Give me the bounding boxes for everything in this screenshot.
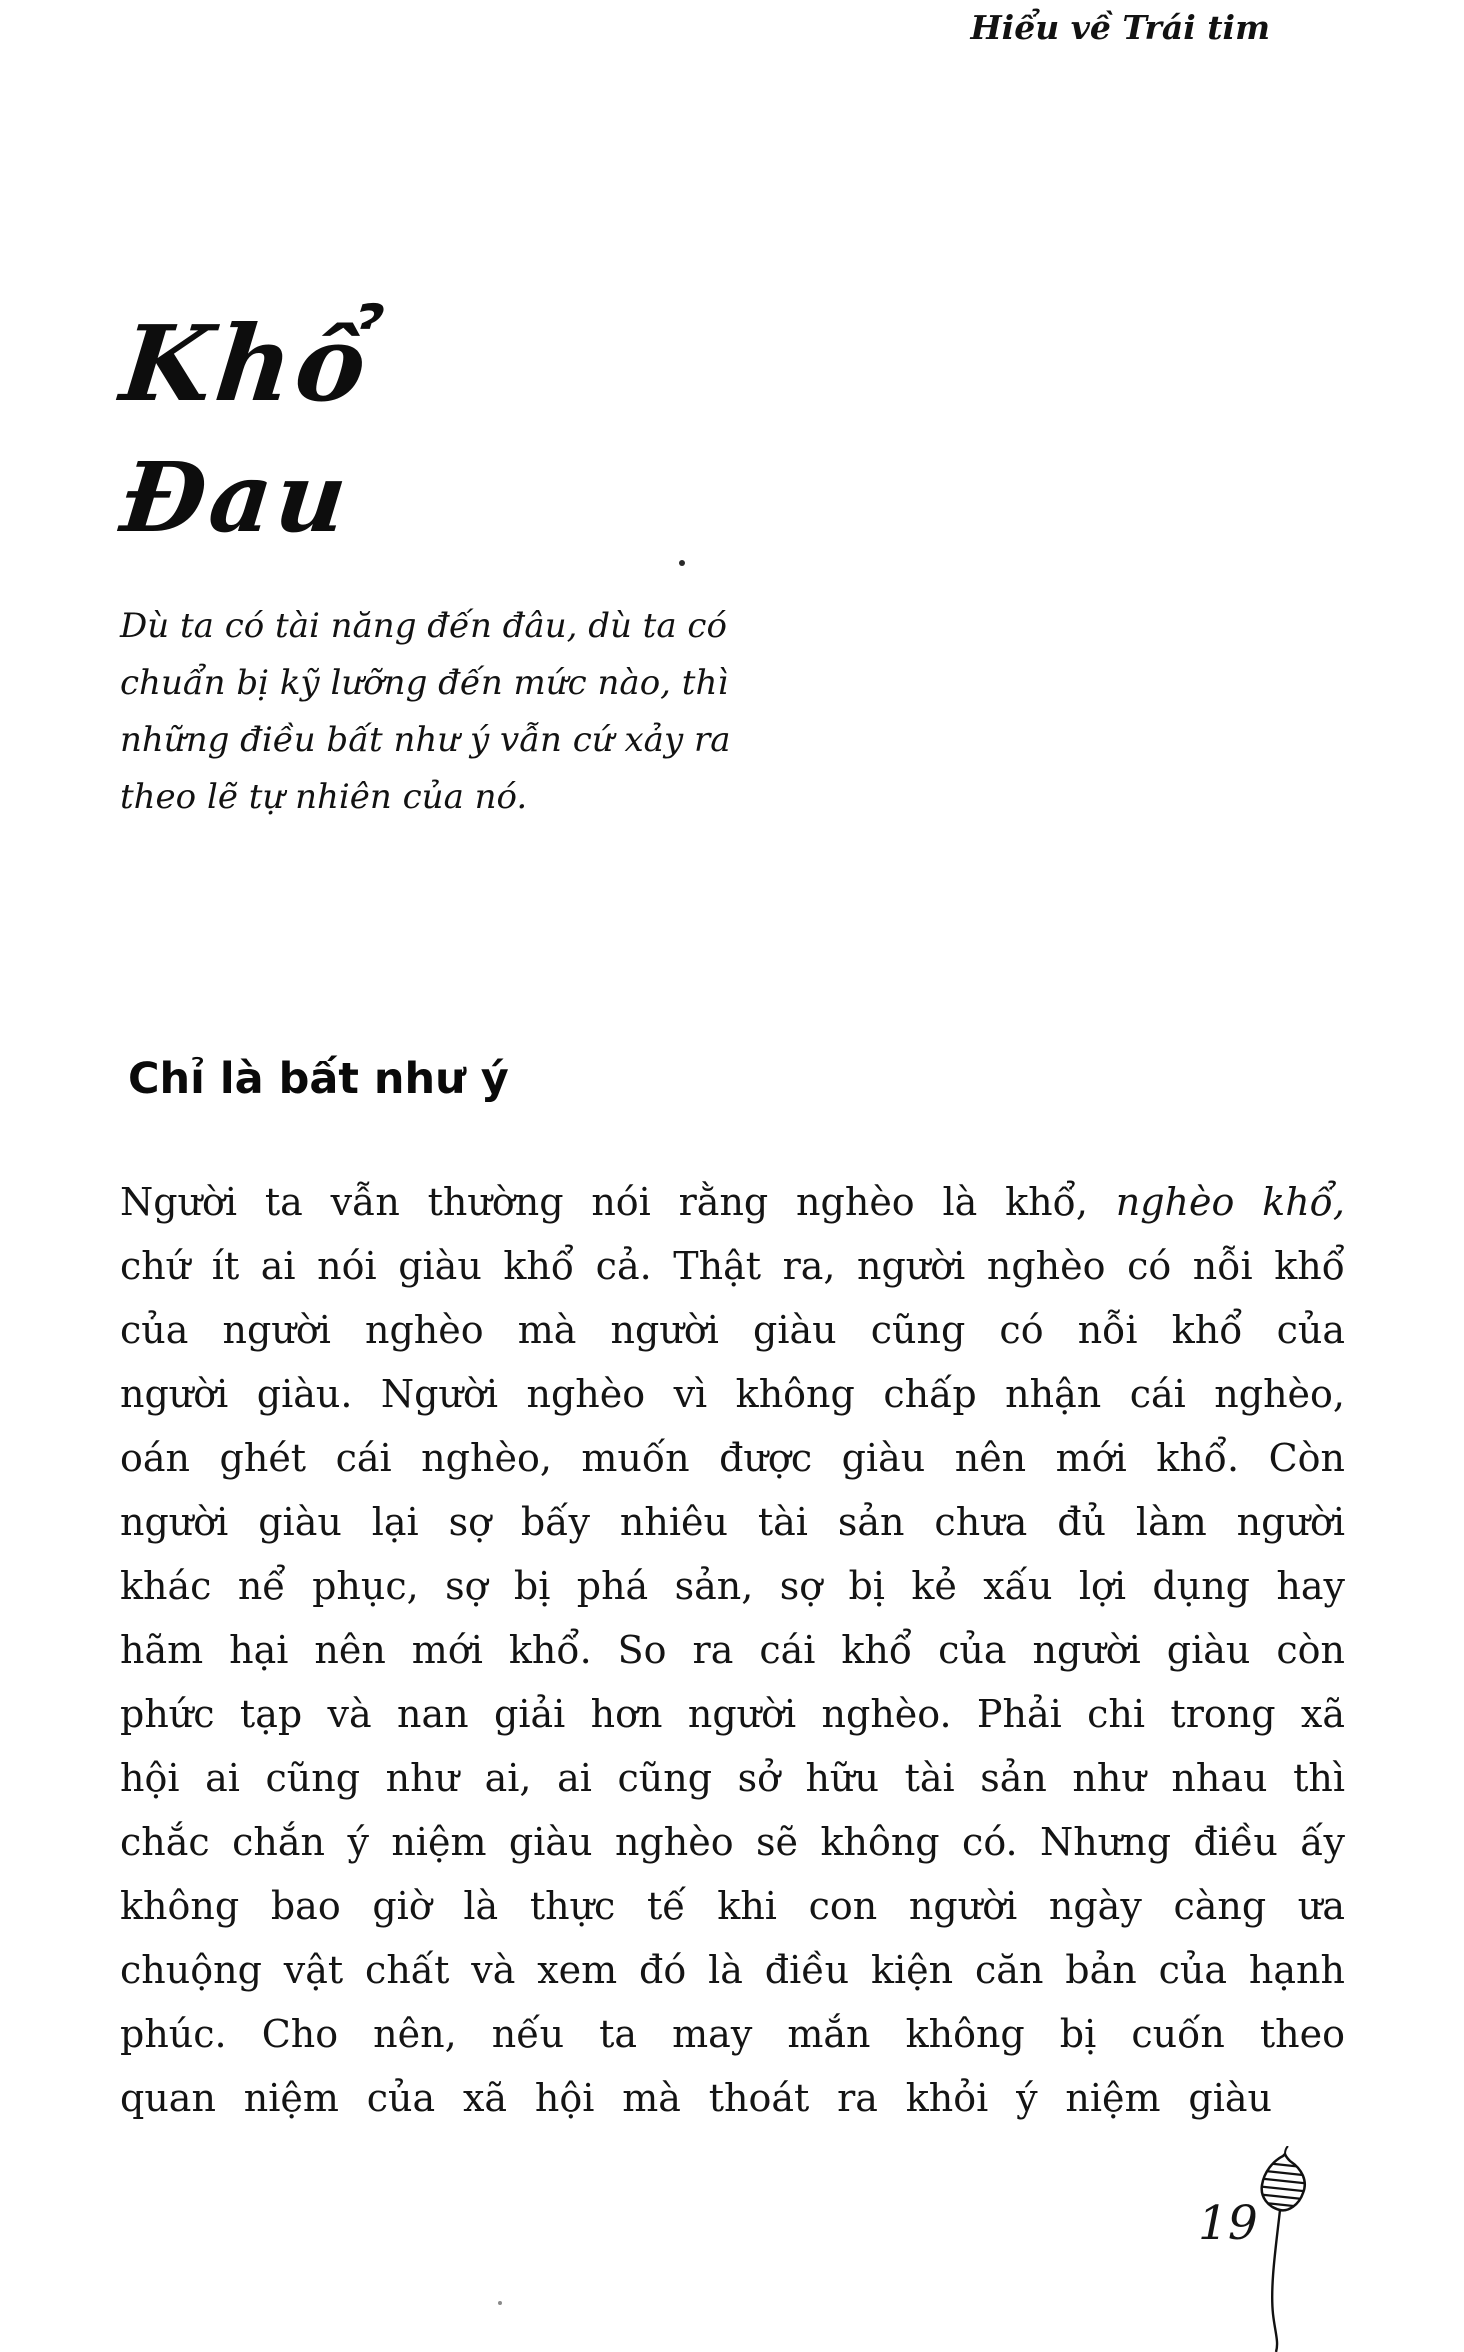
epigraph-line: Dù ta có tài năng đến đâu, dù ta có <box>120 606 727 646</box>
body-line: Người ta vẫn thường nói rằng nghèo là khổ, nghèo khổ, <box>120 1180 1346 1224</box>
chapter-title-line-2: Đau <box>116 441 356 554</box>
body-text <box>120 1170 1345 2130</box>
body-line: chắc chắn ý niệm giàu nghèo sẽ không có. Nhưng điều ấy <box>120 1820 1345 1864</box>
body-line: phúc. Cho nên, nếu ta may mắn không bị cuốn theo <box>120 2012 1345 2056</box>
page-number: 19 <box>1198 2196 1258 2251</box>
body-line: người giàu. Người nghèo vì không chấp nhận cái nghèo, <box>120 1372 1345 1416</box>
body-line: của người nghèo mà người giàu cũng có nỗi khổ của <box>120 1308 1345 1352</box>
chapter-title-line-1: Khổ <box>115 302 376 425</box>
body-line: người giàu lại sợ bấy nhiêu tài sản chưa đủ làm người <box>120 1500 1345 1544</box>
body-line: quan niệm của xã hội mà thoát ra khỏi ý niệm giàu <box>120 2076 1272 2120</box>
body-line: oán ghét cái nghèo, muốn được giàu nên mới khổ. Còn <box>120 1436 1345 1480</box>
body-line: khác nể phục, sợ bị phá sản, sợ bị kẻ xấu lợi dụng hay <box>120 1564 1345 1608</box>
body-line: hãm hại nên mới khổ. So ra cái khổ của người giàu còn <box>120 1628 1345 1672</box>
body-line: không bao giờ là thực tế khi con người ngày càng ưa <box>120 1884 1345 1928</box>
body-line: chuộng vật chất và xem đó là điều kiện căn bản của hạnh <box>120 1948 1345 1992</box>
chapter-title <box>115 302 376 554</box>
scan-speck <box>679 560 685 566</box>
epigraph-line: chuẩn bị kỹ lưỡng đến mức nào, thì <box>120 663 729 703</box>
body-line: phức tạp và nan giải hơn người nghèo. Phải chi trong xã <box>120 1692 1345 1736</box>
scan-speck <box>498 2301 502 2305</box>
leaf-ornament-icon <box>1252 2146 1316 2352</box>
epigraph-line: những điều bất như ý vẫn cứ xảy ra <box>120 720 731 760</box>
body-line: hội ai cũng như ai, ai cũng sở hữu tài sản như nhau thì <box>120 1756 1345 1800</box>
epigraph-line: theo lẽ tự nhiên của nó. <box>120 777 528 817</box>
running-header-title: Hiểu về Trái tim <box>970 8 1270 47</box>
body-line: chứ ít ai nói giàu khổ cả. Thật ra, người nghèo có nỗi khổ <box>120 1244 1345 1288</box>
chapter-epigraph <box>120 598 800 826</box>
section-heading: Chỉ là bất như ý <box>128 1054 509 1104</box>
